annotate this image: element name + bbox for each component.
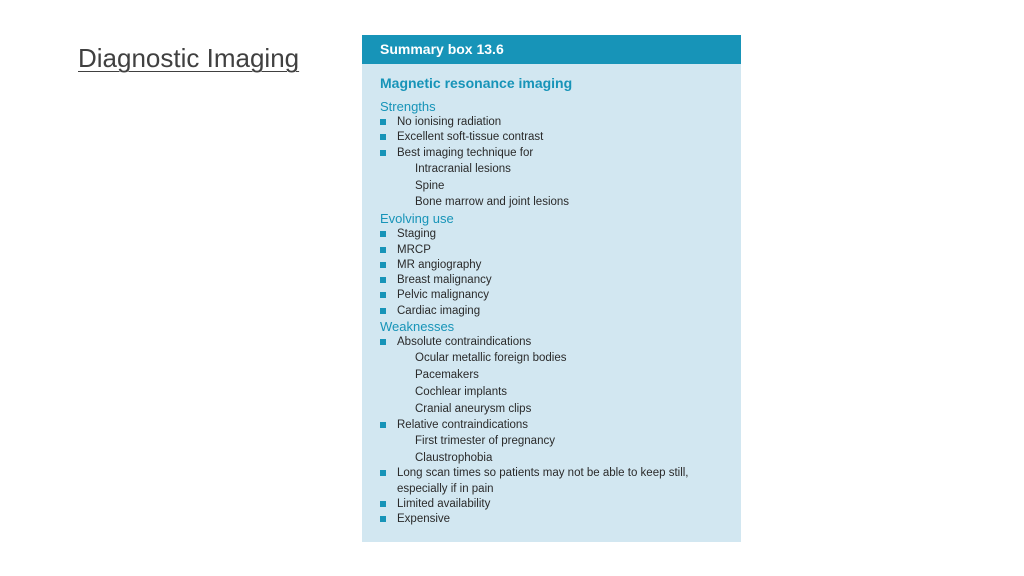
sub-item: Cochlear implants <box>415 385 508 398</box>
list-item: Cardiac imaging <box>380 304 741 319</box>
sub-item: Claustrophobia <box>415 451 493 464</box>
sub-item: Intracranial lesions <box>415 162 511 175</box>
square-bullet-icon <box>380 134 386 140</box>
square-bullet-icon <box>380 231 386 237</box>
square-bullet-icon <box>380 308 386 314</box>
square-bullet-icon <box>380 516 386 522</box>
section-title-strengths: Strengths <box>380 99 436 114</box>
strengths-list <box>380 115 741 161</box>
list-item: Expensive <box>380 512 741 527</box>
list-item: Absolute contraindications <box>380 335 741 350</box>
square-bullet-icon <box>380 470 386 476</box>
weaknesses-list-relative <box>380 418 741 433</box>
summary-box-subtitle: Magnetic resonance imaging <box>380 75 573 91</box>
list-item: Staging <box>380 227 741 242</box>
square-bullet-icon <box>380 119 386 125</box>
list-item: No ionising radiation <box>380 115 741 130</box>
sub-item: Cranial aneurysm clips <box>415 402 532 415</box>
summary-box-body <box>362 64 741 528</box>
sub-item: First trimester of pregnancy <box>415 434 555 447</box>
list-item: Excellent soft-tissue contrast <box>380 130 741 145</box>
list-item: MRCP <box>380 243 741 258</box>
summary-box-header: Summary box 13.6 <box>362 35 741 64</box>
square-bullet-icon <box>380 150 386 156</box>
weaknesses-list <box>380 335 741 350</box>
list-item: Pelvic malignancy <box>380 288 741 303</box>
evolving-use-list <box>380 227 741 319</box>
square-bullet-icon <box>380 247 386 253</box>
list-item: MR angiography <box>380 258 741 273</box>
square-bullet-icon <box>380 339 386 345</box>
sub-item: Ocular metallic foreign bodies <box>415 352 567 365</box>
section-title-evolving-use: Evolving use <box>380 211 454 227</box>
square-bullet-icon <box>380 501 386 507</box>
sub-item: Spine <box>415 179 445 192</box>
sub-item: Pacemakers <box>415 369 479 382</box>
slide-title: Diagnostic Imaging <box>78 43 300 73</box>
list-item: Best imaging technique for <box>380 146 741 161</box>
weaknesses-list-others <box>380 466 741 527</box>
square-bullet-icon <box>380 262 386 268</box>
list-item: Long scan times so patients may not be able to keep still, especially if in pain <box>380 466 717 497</box>
section-title-weaknesses: Weaknesses <box>380 319 455 335</box>
square-bullet-icon <box>380 277 386 283</box>
list-item: Limited availability <box>380 497 741 512</box>
summary-box <box>362 35 741 542</box>
list-item: Breast malignancy <box>380 273 741 288</box>
list-item: Relative contraindications <box>380 418 741 433</box>
sub-item: Bone marrow and joint lesions <box>415 196 570 209</box>
square-bullet-icon <box>380 292 386 298</box>
square-bullet-icon <box>380 422 386 428</box>
